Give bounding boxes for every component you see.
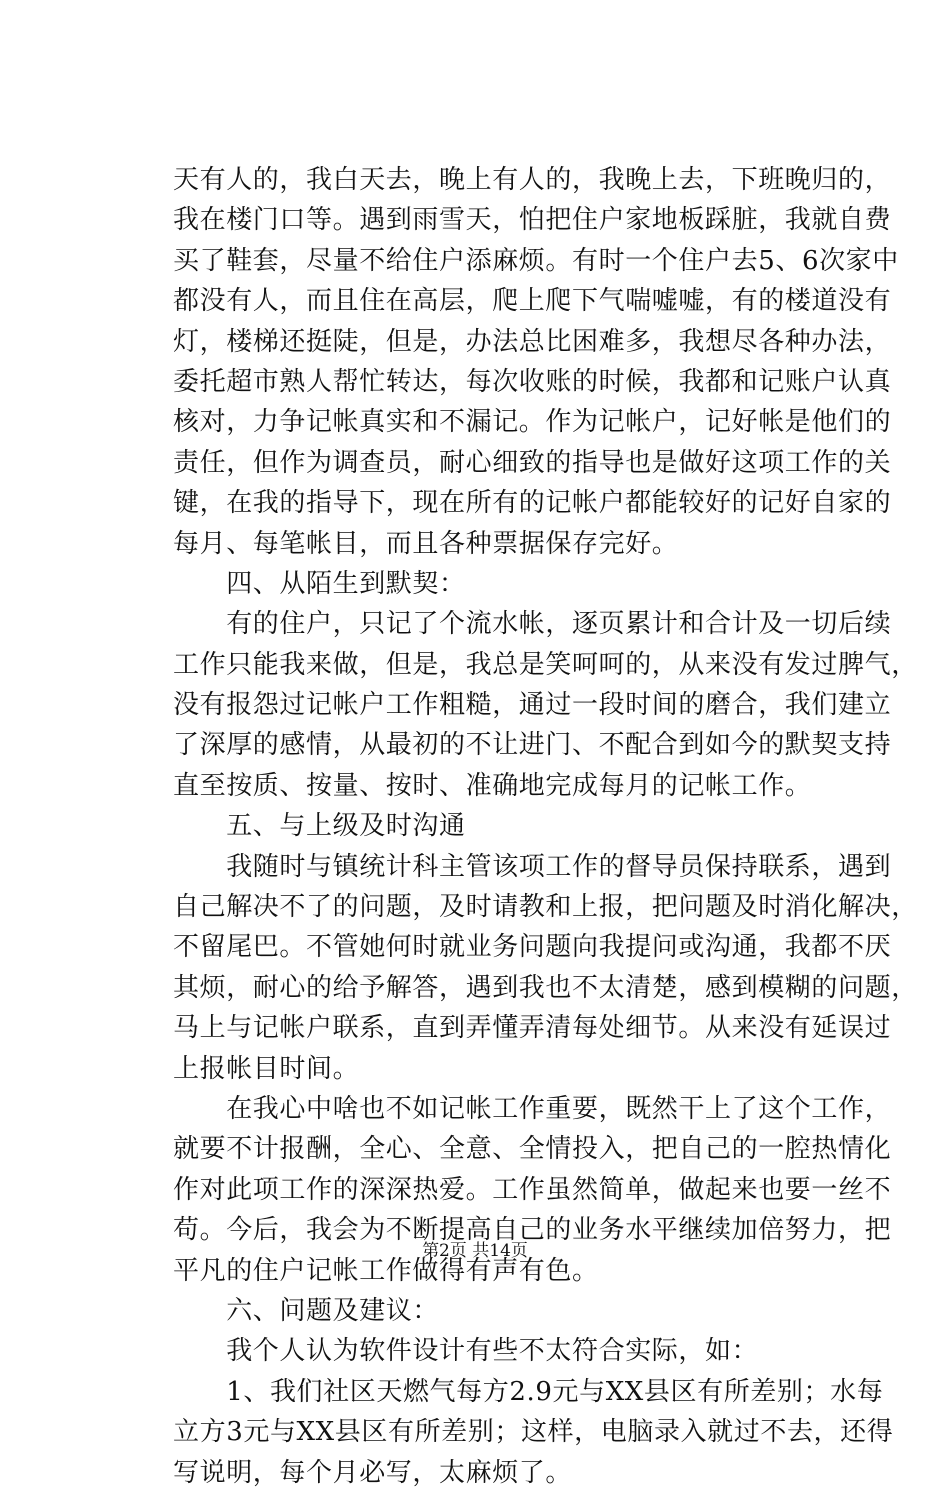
body-line: 上报帐目时间。: [173, 1053, 360, 1084]
body-line: 责任，但作为调查员，耐心细致的指导也是做好这项工作的关: [173, 447, 892, 478]
section-heading: 四、从陌生到默契：: [173, 568, 466, 599]
body-line: 苟。今后，我会为不断提高自己的业务水平继续加倍努力，把: [173, 1215, 892, 1246]
body-line: 每月、每笔帐目，而且各种票据保存完好。: [173, 528, 679, 559]
body-line: 就要不计报酬，全心、全意、全情投入，把自己的一腔热情化: [173, 1134, 892, 1165]
body-line: 我个人认为软件设计有些不太符合实际，如：: [173, 1336, 759, 1367]
body-line: 马上与记帐户联系，直到弄懂弄清每处细节。从来没有延误过: [173, 1013, 892, 1044]
page-number-footer: 第2页 共14页: [422, 1241, 528, 1261]
body-line: 灯，楼梯还挺陡，但是，办法总比困难多，我想尽各种办法，: [173, 326, 892, 357]
body-line: 直至按质、按量、按时、准确地完成每月的记帐工作。: [173, 770, 812, 801]
body-line: 平凡的住户记帐工作做得有声有色。: [173, 1255, 599, 1286]
body-line: 写说明，每个月必写，太麻烦了。: [173, 1457, 573, 1488]
body-line: 有的住户，只记了个流水帐，逐页累计和合计及一切后续: [173, 609, 892, 640]
body-line: 作对此项工作的深深热爱。工作虽然简单，做起来也要一丝不: [173, 1174, 892, 1205]
body-line: 天有人的，我白天去，晚上有人的，我晚上去，下班晚归的，: [173, 165, 892, 195]
body-line: 键，在我的指导下，现在所有的记帐户都能较好的记好自家的: [173, 488, 892, 519]
body-line: 不留尾巴。不管她何时就业务问题向我提问或沟通，我都不厌: [173, 932, 892, 963]
body-line: 在我心中啥也不如记帐工作重要，既然干上了这个工作，: [173, 1093, 892, 1124]
section-heading: 六、问题及建议：: [173, 1295, 440, 1326]
body-line: 自己解决不了的问题，及时请教和上报，把问题及时消化解决，: [173, 892, 918, 923]
section-heading: 五、与上级及时沟通: [173, 811, 466, 842]
body-line: 都没有人，而且住在高层，爬上爬下气喘嘘嘘，有的楼道没有: [173, 286, 892, 317]
body-line: 立方3元与XX县区有所差别；这样，电脑录入就过不去，还得: [173, 1417, 894, 1448]
body-line: 我在楼门口等。遇到雨雪天，怕把住户家地板踩脏，我就自费: [173, 205, 892, 236]
body-line: 核对，力争记帐真实和不漏记。作为记帐户，记好帐是他们的: [173, 407, 892, 438]
body-line: 其烦，耐心的给予解答，遇到我也不太清楚，感到模糊的问题，: [173, 972, 918, 1003]
body-line: 没有报怨过记帐户工作粗糙，通过一段时间的磨合，我们建立: [173, 690, 892, 721]
body-line: 买了鞋套，尽量不给住户添麻烦。有时一个住户去5、6次家中: [173, 245, 899, 276]
body-line: 我随时与镇统计科主管该项工作的督导员保持联系，遇到: [173, 851, 892, 882]
body-line: 了深厚的感情，从最初的不让进门、不配合到如今的默契支持: [173, 730, 892, 761]
body-line: 委托超市熟人帮忙转达，每次收账的时候，我都和记账户认真: [173, 366, 892, 397]
body-line: 工作只能我来做，但是，我总是笑呵呵的，从来没有发过脾气，: [173, 649, 918, 680]
body-line: 1、我们社区天燃气每方2.9元与XX县区有所差别；水每: [173, 1376, 884, 1407]
document-body: [173, 160, 918, 1493]
